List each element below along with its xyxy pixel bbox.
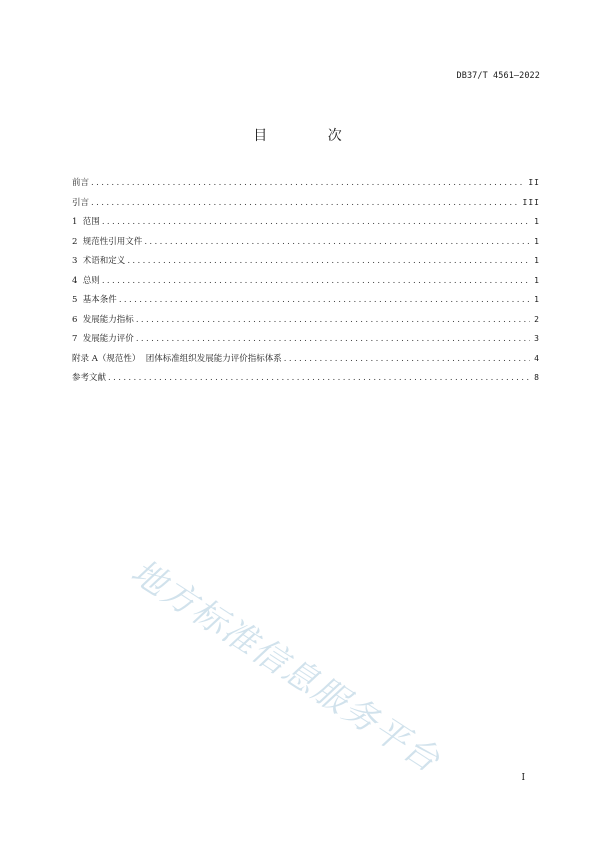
- toc-entry-page: 1: [534, 217, 540, 226]
- toc-entry-page: 1: [534, 295, 540, 304]
- toc-leader-dots: [108, 373, 530, 383]
- toc-entry-label: 2 规范性引用文件: [72, 236, 143, 247]
- toc-entry-label: 6 发展能力指标: [72, 314, 134, 325]
- toc-leader-dots: [136, 315, 530, 325]
- page-number: I: [521, 773, 525, 783]
- toc-entry-page: III: [522, 197, 540, 207]
- toc-entry-capability-indicators[interactable]: [72, 313, 540, 333]
- toc-entry-page: 1: [534, 256, 540, 265]
- toc-entry-page: 4: [534, 353, 540, 363]
- toc-entry-page: 8: [534, 373, 540, 382]
- toc-entry-label: 附录 A（规范性） 团体标准组织发展能力评价指标体系: [72, 353, 282, 364]
- table-of-contents: [72, 176, 540, 391]
- toc-entry-terms-definitions[interactable]: [72, 254, 540, 274]
- toc-leader-dots: [136, 334, 530, 344]
- toc-leader-dots: [284, 354, 530, 364]
- toc-leader-dots: [119, 295, 530, 305]
- toc-entry-label: 前言: [72, 178, 90, 188]
- toc-entry-introduction[interactable]: [72, 196, 540, 216]
- toc-entry-label: 引言: [72, 197, 90, 208]
- toc-entry-label: 3 术语和定义: [72, 256, 126, 266]
- toc-entry-label: 4 总则: [72, 275, 100, 286]
- toc-leader-dots: [91, 198, 519, 208]
- toc-entry-scope[interactable]: [72, 215, 540, 235]
- toc-title: 目 次: [253, 128, 370, 144]
- toc-entry-label: 7 发展能力评价: [72, 334, 134, 344]
- toc-entry-normative-references[interactable]: [72, 235, 540, 255]
- toc-entry-page: 1: [534, 275, 540, 285]
- toc-entry-label: 1 范围: [72, 217, 100, 227]
- toc-entry-label: 参考文献: [72, 373, 107, 383]
- toc-leader-dots: [102, 276, 530, 286]
- watermark: 地方标准信息服务平台: [123, 551, 448, 782]
- toc-entry-basic-conditions[interactable]: [72, 293, 540, 313]
- toc-entry-bibliography[interactable]: [72, 371, 540, 391]
- document-code: DB37/T 4561—2022: [456, 71, 540, 81]
- toc-entry-page: 1: [534, 236, 540, 246]
- toc-entry-page: II: [528, 178, 540, 187]
- toc-entry-general[interactable]: [72, 274, 540, 294]
- toc-leader-dots: [127, 256, 530, 266]
- toc-leader-dots: [144, 237, 530, 247]
- toc-entry-page: 2: [534, 314, 540, 324]
- toc-entry-label: 5 基本条件: [72, 295, 117, 305]
- toc-leader-dots: [91, 178, 524, 188]
- toc-entry-page: 3: [534, 334, 540, 343]
- toc-entry-foreword[interactable]: [72, 176, 540, 196]
- toc-leader-dots: [102, 217, 530, 227]
- toc-entry-capability-evaluation[interactable]: [72, 332, 540, 352]
- toc-entry-appendix-a[interactable]: [72, 352, 540, 372]
